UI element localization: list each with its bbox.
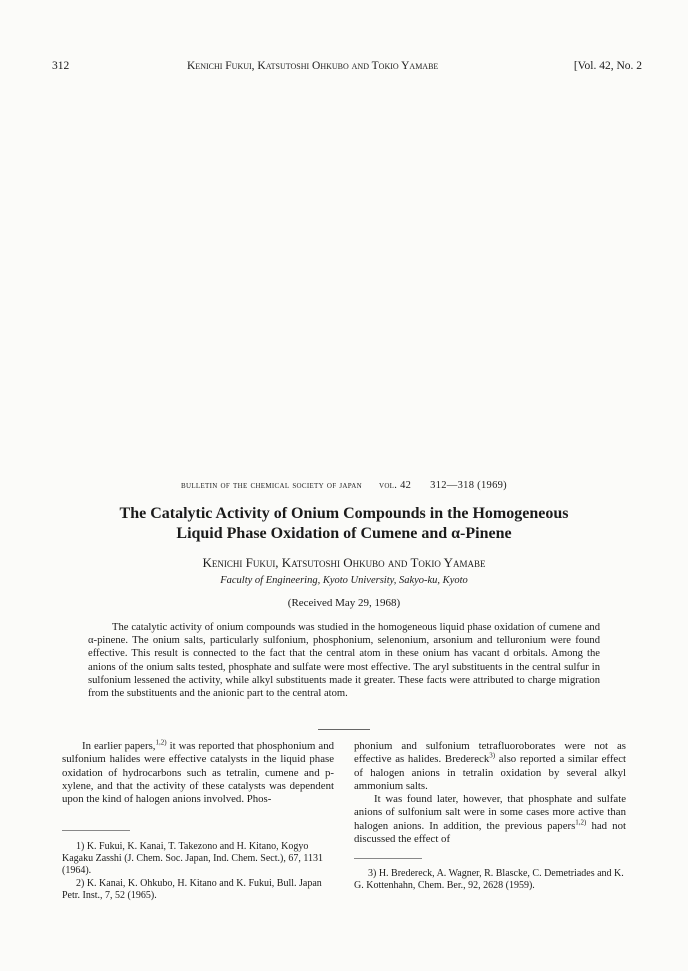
journal-volume: vol. 42 xyxy=(378,480,412,491)
body-text: had not discussed the effect of xyxy=(354,819,626,846)
body-paragraph xyxy=(354,793,626,846)
citation-ref: 1,2) xyxy=(155,738,167,747)
title-line-2: Liquid Phase Oxidation of Cumene and α-Pinene xyxy=(176,525,512,542)
body-text: It was found later, however, that phosphate and sulfate anions of sulfonium salt were in some cases more active than halogen anions. In addition, the previous papers xyxy=(354,793,626,832)
body-column-right xyxy=(354,740,626,846)
running-authors: Kenichi Fukui, Katsutoshi Ohkubo and Tokio Yamabe xyxy=(187,60,439,72)
body-text: it was reported that phosphonium and sulfonium halides were effective catalysts in the liquid phase oxidation of hydrocarbons such as tetralin, cumene and p-xylene, and that the activity of these catalysts was dependent upon the kind of halogen anions involved. Phos- xyxy=(62,740,334,806)
article-title xyxy=(60,504,628,544)
body-paragraph xyxy=(354,740,626,793)
body-column-left xyxy=(62,740,334,806)
footnote-rule xyxy=(354,858,422,859)
section-divider xyxy=(318,729,370,730)
footnotes-left xyxy=(62,841,334,902)
footnote-1: 1) K. Fukui, K. Kanai, T. Takezono and H. Kitano, Kogyo Kagaku Zasshi (J. Chem. Soc. Japan, Ind. Chem. Sect.), 67, 1131 (1964). xyxy=(62,841,323,877)
running-volume: [Vol. 42, No. 2 xyxy=(573,60,642,72)
journal-line xyxy=(0,480,688,491)
citation-ref: 1,2) xyxy=(575,818,587,827)
citation-ref: 3) xyxy=(489,751,496,760)
body-text: phonium and sulfonium tetrafluoroborates were not as effective as halides. Bredereck xyxy=(354,740,626,766)
footnote-3: 3) H. Bredereck, A. Wagner, R. Blascke, C. Demetriades and K. G. Kottenhahn, Chem. Ber., 92, 2628 (1959). xyxy=(354,868,624,892)
page-number: 312 xyxy=(52,60,70,72)
affiliation: Faculty of Engineering, Kyoto University, Sakyo-ku, Kyoto xyxy=(220,575,468,586)
body-text: In earlier papers, xyxy=(82,740,156,752)
journal-name: bulletin of the chemical society of japan xyxy=(181,480,363,491)
running-header xyxy=(52,60,642,76)
author-list: Kenichi Fukui, Katsutoshi Ohkubo and Tokio Yamabe xyxy=(202,555,486,570)
footnote-2: 2) K. Kanai, K. Ohkubo, H. Kitano and K. Fukui, Bull. Japan Petr. Inst., 7, 52 (1965). xyxy=(62,877,322,901)
title-line-1: The Catalytic Activity of Onium Compounds in the Homogeneous xyxy=(119,505,569,522)
journal-pages: 312—318 (1969) xyxy=(430,480,507,491)
footnote-rule xyxy=(62,830,130,831)
received-date: (Received May 29, 1968) xyxy=(287,597,401,609)
abstract: The catalytic activity of onium compounds was studied in the homogeneous liquid phase oxidation of cumene and α-pinene. The onium salts, particularly sulfonium, phosphonium, selenonium, arsonium and telluronium were found effective. This result is connected to the fact that the central atom in these onium has vacant d orbitals. Among the anions of the onium salts tested, phosphate and sulfate were most effective. The aryl substituents in the central sulfur in sulfonium lessened the activity, while alkyl substituents made it greater. These facts were attributed to charge migration from the substituents and the anionic part to the central atom. xyxy=(88,622,600,700)
body-text: also reported a similar effect of halogen anions in tetralin oxidation by several alkyl ammonium salts. xyxy=(354,753,627,792)
footnotes-right xyxy=(354,868,626,892)
